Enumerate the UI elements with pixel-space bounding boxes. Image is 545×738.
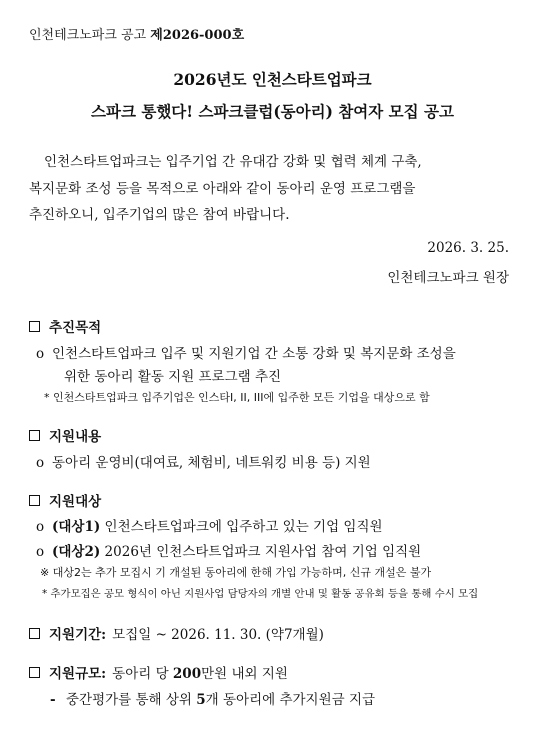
notice-date: 2026. 3. 25. xyxy=(427,240,509,256)
intro-line-2: 복지문화 조성 등을 목적으로 아래와 같이 동아리 운영 프로그램을 xyxy=(29,181,416,197)
purpose-item xyxy=(36,342,456,362)
section-purpose-heading xyxy=(29,316,101,336)
signer: 인천테크노파크 원장 xyxy=(387,270,509,286)
section-period-heading xyxy=(29,623,324,643)
target-item-1-label: (대상1) xyxy=(52,519,101,535)
section-scale-value xyxy=(112,662,288,682)
purpose-item-line-2: 위한 동아리 활동 지원 프로그램 추진 xyxy=(64,369,282,385)
notice-number-prefix: 인천테크노파크 공고 xyxy=(29,28,151,43)
dash-bullet: - xyxy=(50,692,56,708)
target-item-2-label: (대상2) xyxy=(52,544,101,560)
section-period-value: 모집일 ~ 2026. 11. 30. (약7개월) xyxy=(112,627,324,643)
checkbox-icon xyxy=(29,321,40,332)
notice-number-value: 제2026-000호 xyxy=(150,28,245,43)
checkbox-icon xyxy=(29,430,40,441)
bullet: o xyxy=(36,346,45,362)
bullet: o xyxy=(36,544,45,560)
bullet: o xyxy=(36,519,45,535)
scale-value-amount: 200 xyxy=(172,666,202,682)
checkbox-icon xyxy=(29,495,40,506)
section-purpose-title: 추진목적 xyxy=(49,320,102,336)
target-item-2 xyxy=(36,540,421,560)
scale-sub-count: 5 xyxy=(196,692,206,708)
scale-value-pre: 동아리 당 xyxy=(112,666,173,682)
checkbox-icon xyxy=(29,628,40,639)
purpose-note: * 인천스타트업파크 입주기업은 인스타I, II, III에 입주한 모든 기업을 대상으로 함 xyxy=(44,391,430,404)
target-note-1: ※ 대상2는 추가 모집시 기 개설된 동아리에 한해 가입 가능하며, 신규 개설은 불가 xyxy=(40,566,432,579)
section-scale-title: 지원규모: xyxy=(49,666,107,682)
bullet: o xyxy=(36,455,45,471)
intro-line-1: 인천스타트업파크는 입주기업 간 유대감 강화 및 협력 체계 구축, xyxy=(44,154,422,170)
section-scale-heading xyxy=(29,662,288,682)
checkbox-icon xyxy=(29,667,40,678)
target-item-2-text: 2026년 인천스타트업파크 지원사업 참여 기업 임직원 xyxy=(100,544,422,560)
target-note-2: * 추가모집은 공모 형식이 아닌 지원사업 담당자의 개별 안내 및 활동 공유회 등을 통해 수시 모집 xyxy=(42,588,479,600)
support-item-text: 동아리 운영비(대여료, 체험비, 네트워킹 비용 등) 지원 xyxy=(52,455,371,471)
support-item xyxy=(36,451,371,471)
section-support-title: 지원내용 xyxy=(49,429,102,445)
purpose-item-line-1: 인천스타트업파크 입주 및 지원기업 간 소통 강화 및 복지문화 조성을 xyxy=(52,346,456,362)
section-target-heading xyxy=(29,490,101,510)
scale-sub-post: 개 동아리에 추가지원금 지급 xyxy=(205,692,376,708)
title-line-1: 2026년도 인천스타트업파크 xyxy=(173,70,372,89)
title-line-2: 스파크 통했다! 스파크클럽(동아리) 참여자 모집 공고 xyxy=(91,102,454,121)
target-item-1-text: 인천스타트업파크에 입주하고 있는 기업 임직원 xyxy=(100,519,383,535)
notice-number xyxy=(29,24,244,43)
intro-line-3: 추진하오니, 입주기업의 많은 참여 바랍니다. xyxy=(29,207,290,223)
section-target-title: 지원대상 xyxy=(49,494,102,510)
scale-sub-pre: 중간평가를 통해 상위 xyxy=(66,692,197,708)
section-period-title: 지원기간: xyxy=(49,627,107,643)
target-item-1 xyxy=(36,515,383,535)
scale-sub-item xyxy=(50,688,375,708)
scale-value-post: 만원 내외 지원 xyxy=(201,666,288,682)
section-support-heading xyxy=(29,425,101,445)
